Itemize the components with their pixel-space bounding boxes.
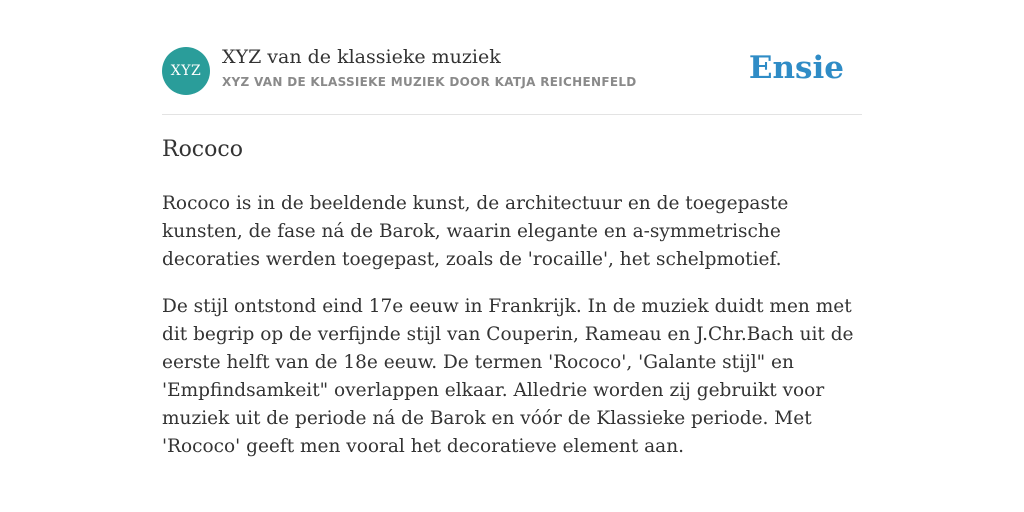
site-subtitle: XYZ VAN DE KLASSIEKE MUZIEK DOOR KATJA REICHENFELD: [222, 75, 637, 89]
article-title: Rococo: [162, 137, 243, 162]
brand-logo[interactable]: Ensie: [748, 50, 844, 86]
header: [162, 44, 862, 115]
article-body: [162, 190, 862, 480]
site-title[interactable]: XYZ van de klassieke muziek: [222, 46, 501, 68]
avatar[interactable]: XYZ: [162, 47, 210, 95]
article-paragraph: De stijl ontstond eind 17e eeuw in Frankrijk. In de muziek duidt men met dit begrip op de verfijnde stijl van Couperin, Rameau en J.Chr.Bach uit de eerste helft van de 18e eeuw. De termen 'Rococo', 'Galante stijl" en 'Empfindsamkeit" overlappen elkaar. Alledrie worden zij gebruikt voor muziek uit de periode ná de Barok en vóór de Klassieke periode. Met 'Rococo' geeft men vooral het decoratieve element aan.: [162, 296, 854, 457]
article-paragraph: Rococo is in de beeldende kunst, de architectuur en de toegepaste kunsten, de fase ná de Barok, waarin elegante en a-symmetrische decoraties werden toegepast, zoals de 'rocaille', het schelpmotief.: [162, 193, 789, 270]
